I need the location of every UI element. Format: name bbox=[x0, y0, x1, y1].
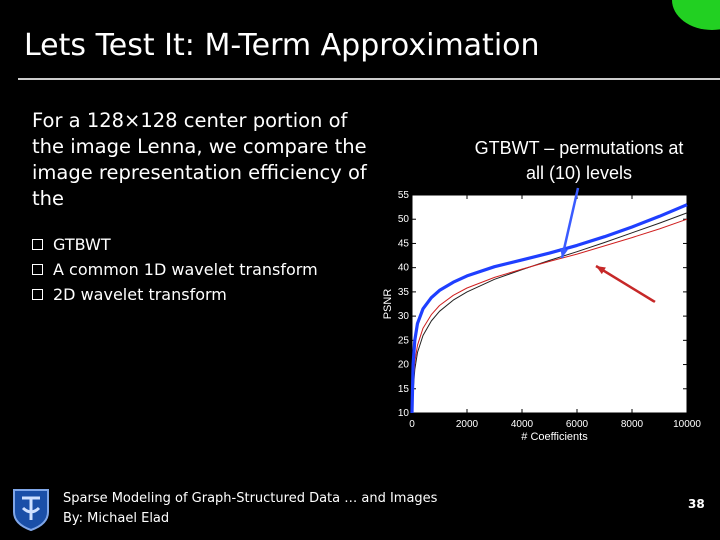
bullet-box-icon bbox=[32, 239, 43, 250]
label-db4: db4 bbox=[632, 372, 663, 392]
label-2d: 2D bbox=[648, 300, 673, 321]
bullet-label: GTBWT bbox=[53, 235, 111, 254]
bullet-box-icon bbox=[32, 264, 43, 275]
y-tick-label: 55 bbox=[397, 190, 409, 201]
bullet-box-icon bbox=[32, 289, 43, 300]
bullet-list bbox=[32, 232, 318, 307]
bullet-item bbox=[32, 232, 318, 257]
intro-text: For a 128×128 center portion of the image Lenna, we compare the image representation efficiency of the bbox=[32, 109, 367, 210]
slide-title: Lets Test It: M-Term Approximation bbox=[24, 28, 540, 63]
bullet-item bbox=[32, 257, 318, 282]
x-tick-label: 8000 bbox=[620, 419, 644, 430]
technion-logo-icon bbox=[8, 486, 54, 532]
x-tick-label: 0 bbox=[409, 419, 415, 430]
y-tick-label: 35 bbox=[397, 286, 409, 298]
y-tick-label: 30 bbox=[397, 311, 409, 323]
bullet-label: 2D wavelet transform bbox=[53, 285, 227, 304]
y-tick-label: 20 bbox=[397, 359, 409, 371]
x-tick-label: 10000 bbox=[673, 419, 701, 430]
page-number: 38 bbox=[688, 497, 705, 511]
y-tick-label: 10 bbox=[397, 408, 409, 419]
y-tick-label: 15 bbox=[397, 383, 409, 395]
bullet-label: A common 1D wavelet transform bbox=[53, 260, 318, 279]
footer bbox=[63, 489, 437, 529]
footer-author: By: Michael Elad bbox=[63, 511, 170, 526]
label-common-1d: common 1D bbox=[447, 366, 545, 386]
x-tick-label: 2000 bbox=[455, 419, 479, 430]
bullet-item bbox=[32, 282, 318, 307]
y-axis-label: PSNR bbox=[382, 288, 394, 320]
title-bar bbox=[0, 0, 720, 80]
footer-title: Sparse Modeling of Graph-Structured Data … and Images bbox=[63, 491, 438, 506]
x-axis-label: # Coefficients bbox=[521, 431, 588, 443]
x-tick-label: 6000 bbox=[565, 419, 589, 430]
y-tick-label: 25 bbox=[397, 335, 409, 347]
y-tick-label: 45 bbox=[397, 238, 409, 250]
title-divider bbox=[18, 78, 720, 80]
gtbwt-callout: GTBWT – permutations at all (10) levels bbox=[474, 138, 684, 183]
y-tick-label: 40 bbox=[397, 262, 409, 274]
x-tick-label: 4000 bbox=[510, 419, 534, 430]
y-tick-label: 50 bbox=[397, 214, 409, 226]
